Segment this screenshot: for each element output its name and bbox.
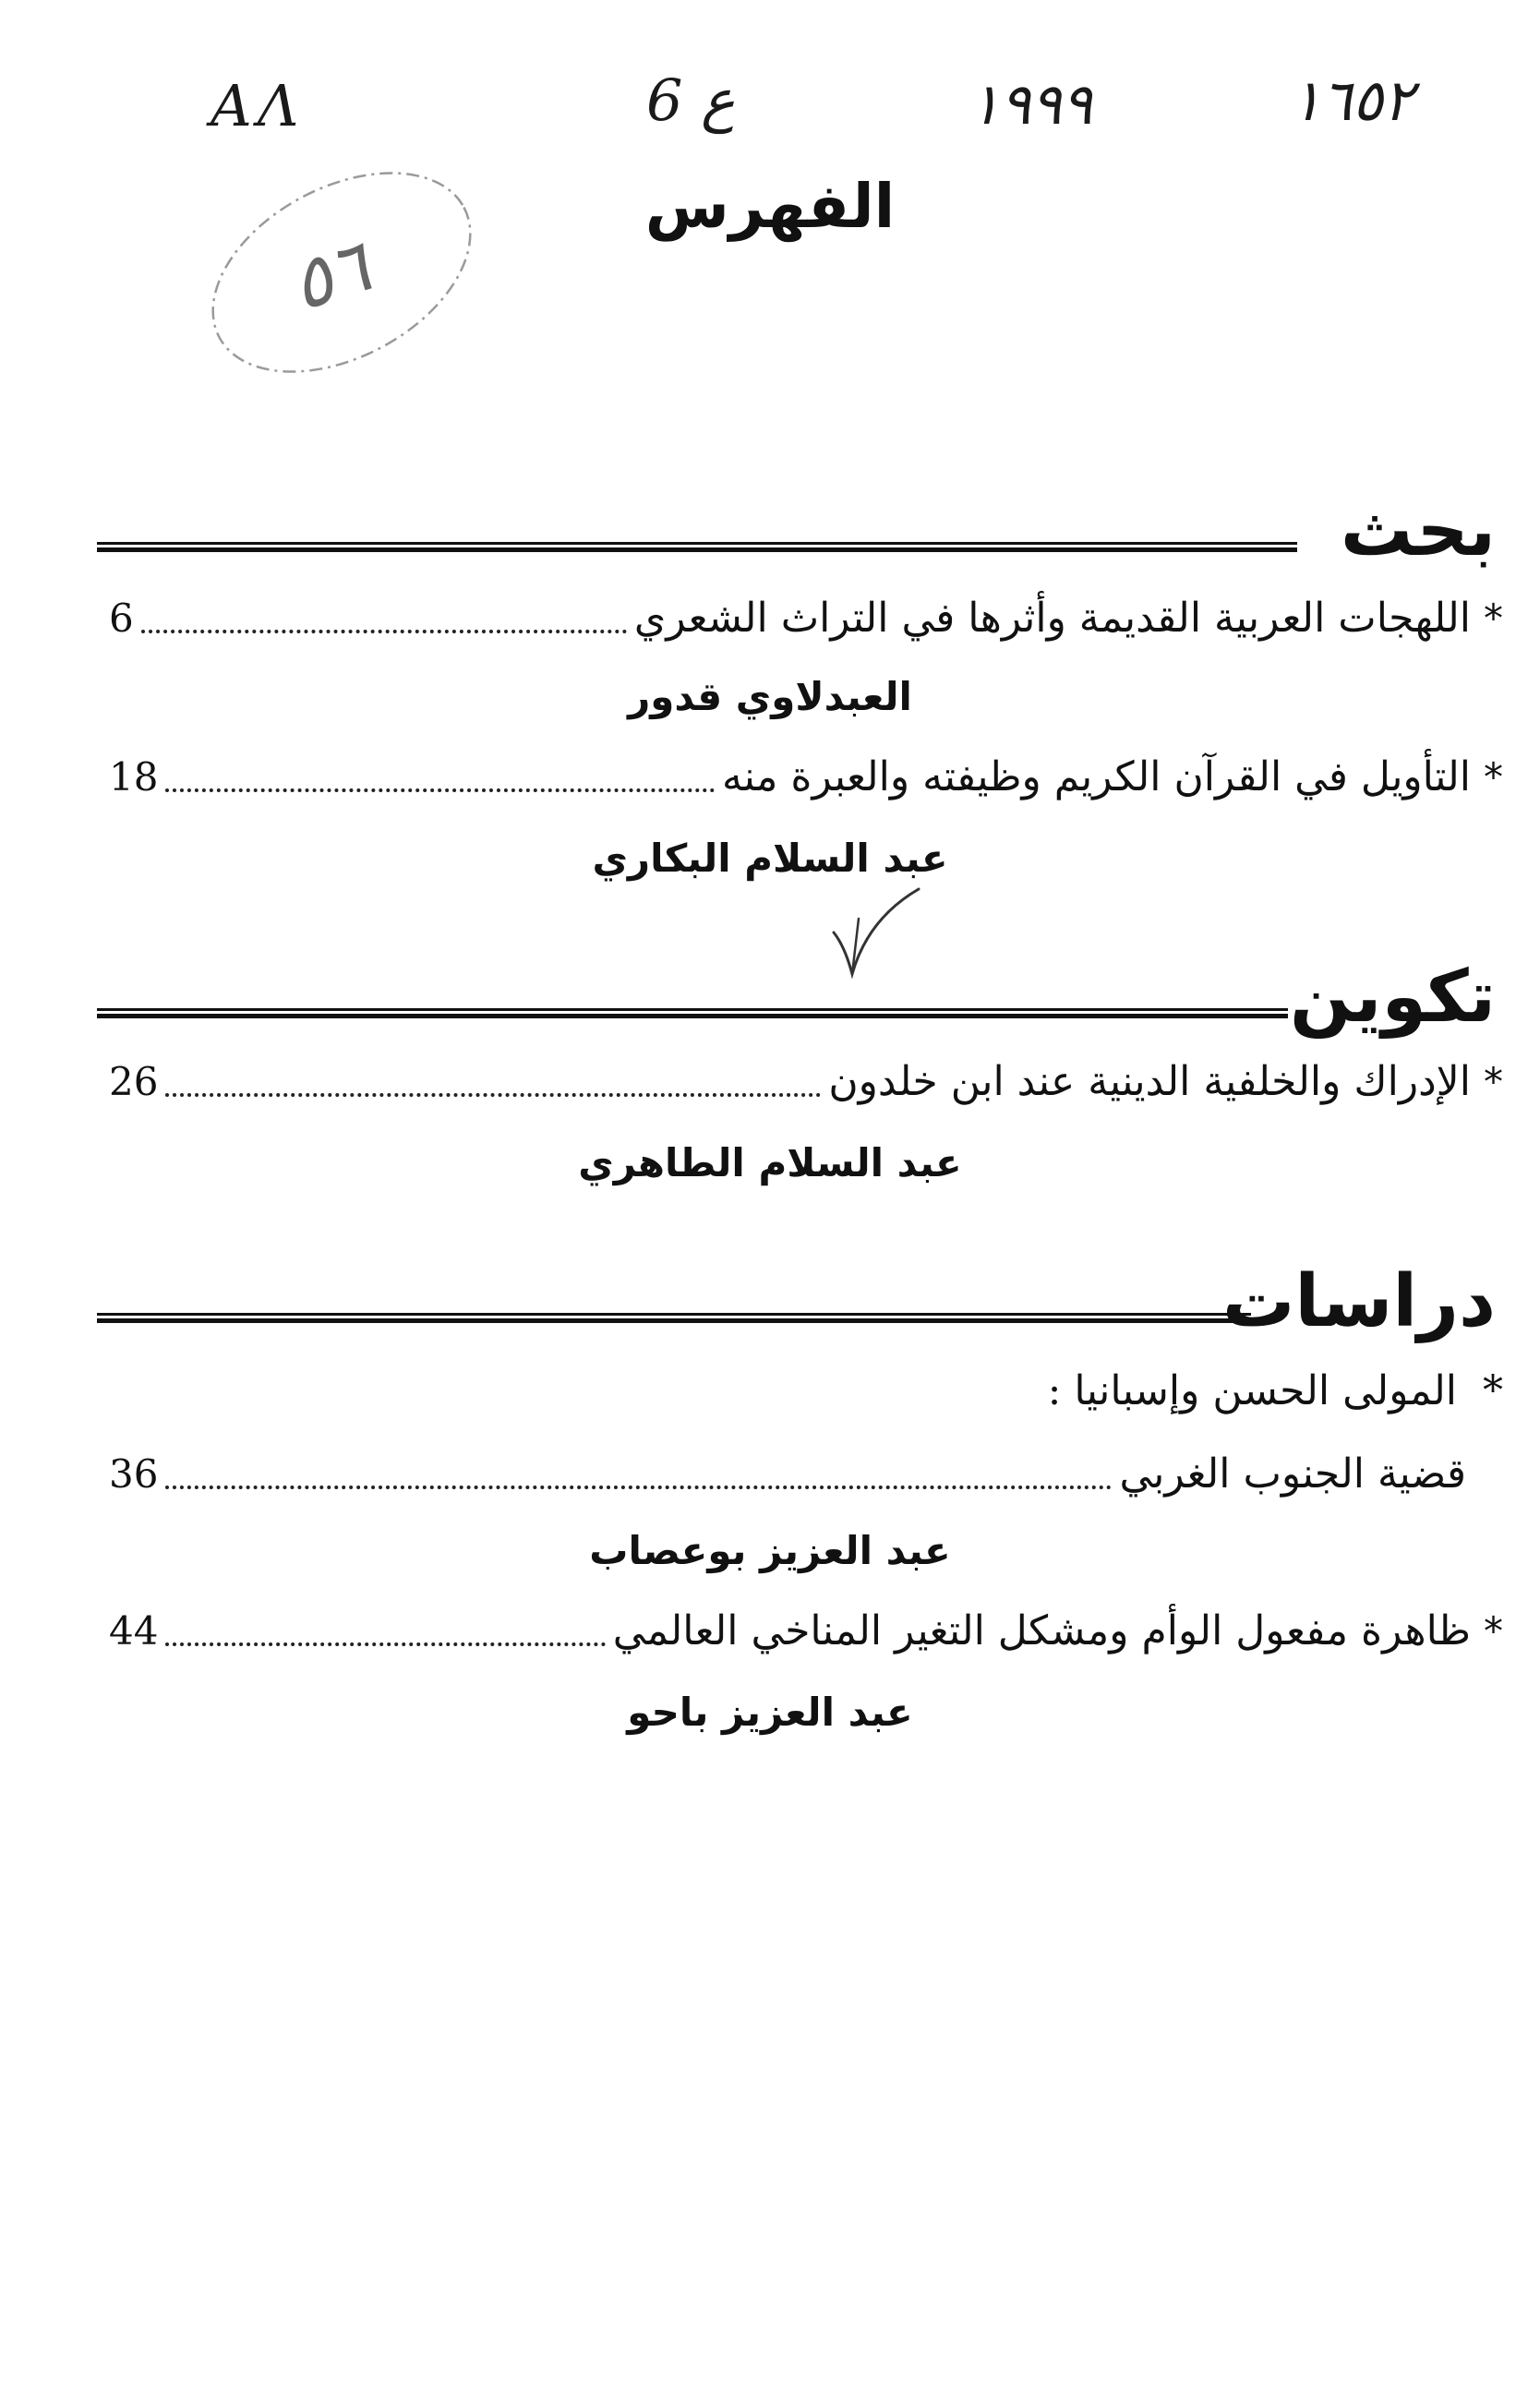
section-label: دراسات [1221, 1260, 1496, 1343]
toc-entry[interactable] [109, 1445, 1466, 1504]
entry-title: ظاهرة مفعول الوأم ومشكل التغير المناخي العالمي [612, 1607, 1471, 1654]
entry-title: قضية الجنوب الغربي [1119, 1450, 1466, 1498]
section-header [97, 1260, 1496, 1343]
dot-leader [165, 788, 715, 792]
bullet-star: * [1483, 1367, 1503, 1414]
section-label: تكوين [1289, 956, 1496, 1039]
section-header [97, 489, 1496, 572]
section-label: بحث [1340, 489, 1496, 572]
page-number: 44 [109, 1608, 159, 1654]
bullet-star: * [1484, 1608, 1503, 1654]
bullet-star: * [1484, 1059, 1503, 1104]
dot-leader [141, 630, 627, 633]
toc-entry[interactable] [109, 589, 1503, 648]
entry-title: اللهجات العربية القديمة وأثرها في التراث الشعري [633, 595, 1471, 642]
entry-author: عبد السلام البكاري [592, 836, 948, 881]
handwritten-note: ۱۹۹۹ [969, 70, 1093, 138]
toc-entry[interactable] [109, 1602, 1503, 1661]
dot-leader [165, 1642, 605, 1646]
section-header [97, 956, 1496, 1039]
handwritten-note: ۱٦٥٢ [1291, 66, 1414, 134]
entry-author: العبدلاوي قدور [628, 674, 912, 719]
entry-title: التأويل في القرآن الكريم وظيفته والعبرة منه [721, 753, 1471, 800]
bullet-star: * [1484, 754, 1503, 800]
page-number: 6 [109, 596, 134, 641]
page-number: 36 [109, 1451, 159, 1497]
toc-entry[interactable] [109, 1053, 1503, 1112]
page-title: الفهرس [644, 171, 896, 242]
toc-entry[interactable] [109, 748, 1503, 807]
entry-author: عبد العزيز باحو [627, 1690, 913, 1735]
stamp-text: ٥٦ [281, 224, 380, 329]
entry-author: عبد السلام الطاهري [578, 1140, 962, 1185]
handwritten-note: AΛ [211, 72, 305, 139]
section-rule [97, 1008, 1288, 1018]
handwritten-note: 6 ع [646, 66, 736, 134]
page-number: 26 [109, 1059, 159, 1104]
page-number: 18 [109, 754, 159, 800]
toc-entry-heading[interactable] [1048, 1362, 1503, 1421]
dot-leader [165, 1486, 1112, 1489]
entry-author: عبد العزيز بوعصاب [589, 1528, 951, 1573]
section-rule [97, 542, 1297, 552]
dot-leader [165, 1093, 821, 1097]
entry-title: الإدراك والخلفية الدينية عند ابن خلدون [828, 1058, 1471, 1105]
entry-title-line1: المولى الحسن وإسبانيا : [1047, 1367, 1457, 1414]
bullet-star: * [1484, 596, 1503, 641]
section-rule [97, 1313, 1251, 1323]
